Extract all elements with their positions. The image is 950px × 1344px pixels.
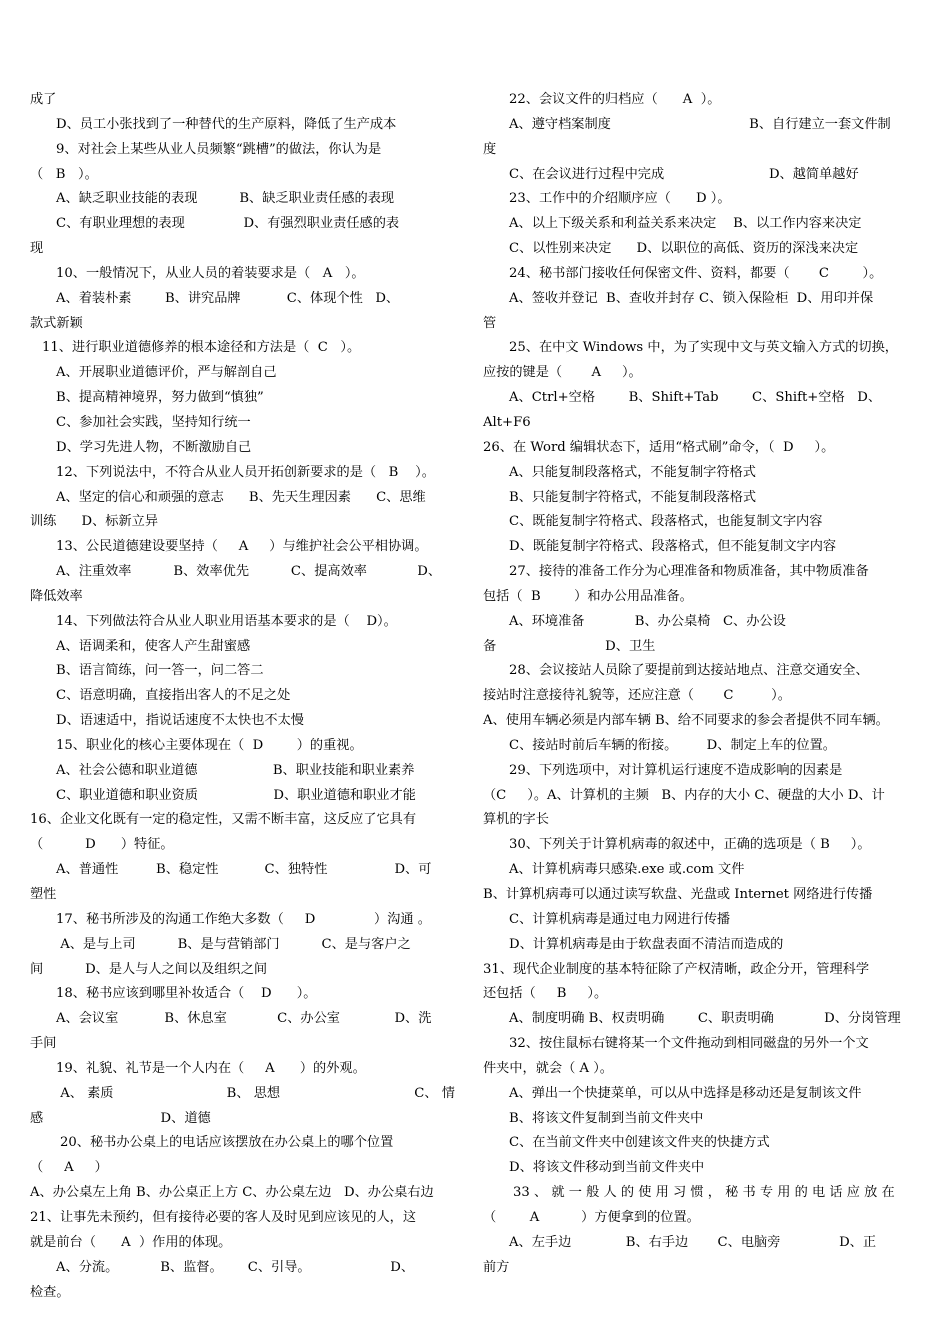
left-text-line: B、提高精神境界，努力做到“慎独” bbox=[56, 390, 264, 406]
left-text-line: 成了 bbox=[30, 92, 57, 107]
left-text-line: A、社会公德和职业道德 B、职业技能和职业素养 bbox=[56, 762, 415, 778]
left-text-line: A、缺乏职业技能的表现 B、缺乏职业责任感的表现 bbox=[56, 191, 395, 207]
right-text-line: 28、会议接站人员除了要提前到达接站地点、注意交通安全、 bbox=[509, 663, 869, 679]
left-text-line: A、 素质 B、 思想 C、 情 bbox=[56, 1085, 455, 1101]
right-text-line: B、计算机病毒可以通过读写软盘、光盘或 Internet 网络进行传播 bbox=[483, 887, 873, 902]
right-text-line: 32、按住鼠标右键将某一个文件拖动到相同磁盘的另外一个文 bbox=[509, 1036, 869, 1052]
left-text-line: C、参加社会实践，坚持知行统一 bbox=[56, 414, 251, 430]
left-text-line: A、是与上司 B、是与营销部门 C、是与客户之 bbox=[56, 936, 411, 952]
right-text-line: A、以上下级关系和利益关系来决定 B、以工作内容来决定 bbox=[509, 216, 862, 232]
left-text-line: 就是前台（ A ）作用的体现。 bbox=[30, 1234, 232, 1250]
right-text-line: 23、工作中的介绍顺序应（ D ）。 bbox=[509, 191, 731, 207]
left-text-line: 17、秘书所涉及的沟通工作绝大多数（ D ）沟通 。 bbox=[56, 911, 431, 927]
left-text-line: 降低效率 bbox=[30, 588, 83, 604]
right-text-line: 30、下列关于计算机病毒的叙述中，正确的选项是（ B ）。 bbox=[509, 837, 871, 853]
right-text-line: 包括（ B ）和办公用品准备。 bbox=[483, 588, 693, 604]
right-text-line: 算机的字长 bbox=[483, 812, 549, 828]
left-text-line: 16、企业文化既有一定的稳定性，又需不断丰富，这反应了它具有 bbox=[30, 812, 417, 828]
left-text-line: 19、礼貌、礼节是一个人内在（ A ）的外观。 bbox=[56, 1060, 366, 1076]
right-text-line: D、将该文件移动到当前文件夹中 bbox=[509, 1160, 705, 1176]
right-text-line: 24、秘书部门接收任何保密文件、资料，都要（ C ）。 bbox=[509, 265, 883, 281]
left-text-line: D、语速适中，指说话速度不太快也不太慢 bbox=[56, 713, 304, 729]
right-column bbox=[483, 88, 908, 1281]
left-text-line: A、分流。 B、监督。 C、引导。 D、 bbox=[56, 1259, 415, 1275]
right-text-line: A、左手边 B、右手边 C、电脑旁 D、正 bbox=[509, 1234, 877, 1250]
right-text-line: A、计算机病毒只感染.exe 或.com 文件 bbox=[509, 862, 745, 878]
right-text-line: B、将该文件复制到当前文件夹中 bbox=[509, 1110, 704, 1126]
right-text-line: D、既能复制字符格式、段落格式，但不能复制文字内容 bbox=[509, 539, 837, 555]
left-text-line: 20、秘书办公桌上的电话应该摆放在办公桌上的哪个位置 bbox=[60, 1135, 394, 1151]
right-text-line: 33 、 就 一 般 人 的 使 用 习 惯 ， 秘 书 专 用 的 电 话 应 放 在 bbox=[513, 1185, 895, 1201]
left-text-line: （ A ） bbox=[30, 1160, 108, 1176]
right-text-line: 25、在中文 Windows 中，为了实现中文与英文输入方式的切换， bbox=[509, 340, 898, 356]
right-text-line: 前方 bbox=[483, 1259, 510, 1275]
right-text-line: A、Ctrl+空格 B、Shift+Tab C、Shift+空格 D、 bbox=[509, 390, 882, 406]
left-text-line: B、语言简练，问一答一，问二答二 bbox=[56, 663, 264, 679]
left-text-line: A、语调柔和，使客人产生甜蜜感 bbox=[56, 638, 251, 654]
left-text-line: 18、秘书应该到哪里补妆适合（ D ）。 bbox=[56, 986, 317, 1002]
right-text-line: 件夹中，就会（ A ）。 bbox=[483, 1060, 613, 1076]
right-text-line: 22、会议文件的归档应（ A ）。 bbox=[509, 92, 721, 107]
right-text-line: C、既能复制字符格式、段落格式，也能复制文字内容 bbox=[509, 514, 823, 530]
right-text-line: 应按的键是（ A ）。 bbox=[483, 365, 642, 381]
right-text-line: 27、接待的准备工作分为心理准备和物质准备，其中物质准备 bbox=[509, 564, 869, 580]
right-text-line: 还包括（ B ）。 bbox=[483, 986, 608, 1002]
left-text-line: 现 bbox=[30, 241, 44, 257]
left-text-line: 间 D、是人与人之间以及组织之间 bbox=[30, 961, 268, 977]
left-text-line: 15、职业化的核心主要体现在（ D ）的重视。 bbox=[56, 737, 363, 753]
right-text-line: 管 bbox=[483, 315, 497, 331]
right-text-line: C、接站时前后车辆的衔接。 D、制定上车的位置。 bbox=[509, 737, 836, 753]
left-text-line: 感 D、道德 bbox=[30, 1110, 211, 1126]
left-text-line: C、职业道德和职业资质 D、职业道德和职业才能 bbox=[56, 787, 416, 803]
right-text-line: 29、下列选项中，对计算机运行速度不造成影响的因素是 bbox=[509, 762, 843, 778]
right-text-line: A、使用车辆必须是内部车辆 B、给不同要求的参会者提供不同车辆。 bbox=[483, 713, 889, 729]
left-text-line: 9、对社会上某些从业人员频繁“跳槽”的做法，你认为是 bbox=[56, 141, 382, 157]
left-text-line: C、有职业理想的表现 D、有强烈职业责任感的表 bbox=[56, 216, 400, 232]
right-text-line: A、环境准备 B、办公桌椅 C、办公设 bbox=[509, 613, 786, 629]
left-text-line: A、会议室 B、休息室 C、办公室 D、洗 bbox=[56, 1011, 432, 1027]
left-text-line: 训练 D、标新立异 bbox=[30, 514, 159, 530]
left-column bbox=[30, 88, 455, 1305]
left-text-line: D、学习先进人物，不断激励自己 bbox=[56, 439, 252, 455]
right-text-line: 接站时注意接待礼貌等，还应注意（ C ）。 bbox=[483, 688, 791, 704]
right-text-line: C、在当前文件夹中创建该文件夹的快捷方式 bbox=[509, 1135, 770, 1151]
right-text-line: C、在会议进行过程中完成 D、越简单越好 bbox=[509, 166, 859, 182]
left-text-line: 12、下列说法中，不符合从业人员开拓创新要求的是（ B ）。 bbox=[56, 464, 435, 480]
right-text-line: （ A ）方便拿到的位置。 bbox=[483, 1209, 700, 1225]
right-text-line: A、只能复制段落格式，不能复制字符格式 bbox=[509, 464, 756, 480]
left-text-line: A、办公桌左上角 B、办公桌正上方 C、办公桌左边 D、办公桌右边 bbox=[30, 1185, 434, 1201]
left-text-line: 检查。 bbox=[30, 1284, 70, 1300]
right-text-line: C、计算机病毒是通过电力网进行传播 bbox=[509, 911, 731, 927]
left-text-line: D、员工小张找到了一种替代的生产原料，降低了生产成本 bbox=[56, 116, 397, 132]
left-text-line: A、着装朴素 B、讲究品牌 C、体现个性 D、 bbox=[56, 290, 400, 306]
right-text-line: （C ）。A、计算机的主频 B、内存的大小 C、硬盘的大小 D、计 bbox=[483, 787, 885, 803]
left-text-line: A、普通性 B、稳定性 C、独特性 D、可 bbox=[56, 862, 432, 878]
left-text-line: 21、让事先未预约，但有接待必要的客人及时见到应该见的人，这 bbox=[30, 1209, 417, 1225]
left-text-line: 14、下列做法符合从业人职业用语基本要求的是（ D）。 bbox=[56, 613, 397, 629]
left-text-line: 款式新颖 bbox=[30, 315, 83, 331]
right-text-line: D、计算机病毒是由于软盘表面不清洁而造成的 bbox=[509, 936, 784, 952]
right-text-line: A、签收并登记 B、查收并封存 C、锁入保险柜 D、用印并保 bbox=[509, 290, 874, 306]
left-text-line: 13、公民道德建设要坚持（ A ）与维护社会公平相协调。 bbox=[56, 539, 428, 555]
left-text-line: 手间 bbox=[30, 1036, 57, 1052]
right-text-line: A、遵守档案制度 B、自行建立一套文件制 bbox=[509, 116, 891, 132]
left-text-line: C、语意明确，直接指出客人的不足之处 bbox=[56, 688, 291, 704]
right-text-line: 度 bbox=[483, 141, 497, 157]
right-text-line: Alt+F6 bbox=[483, 414, 531, 430]
right-text-line: A、弹出一个快捷菜单，可以从中选择是移动还是复制该文件 bbox=[509, 1085, 862, 1101]
left-text-line: A、注重效率 B、效率优先 C、提高效率 D、 bbox=[56, 564, 442, 580]
right-text-line: 备 D、卫生 bbox=[483, 638, 656, 654]
left-text-line: A、开展职业道德评价，严与解剖自己 bbox=[56, 365, 277, 381]
left-text-line: 11、进行职业道德修养的根本途径和方法是（ C ）。 bbox=[42, 340, 361, 356]
right-text-line: B、只能复制字符格式，不能复制段落格式 bbox=[509, 489, 757, 505]
left-text-line: （ D ）特征。 bbox=[30, 837, 174, 853]
right-text-line: 26、在 Word 编辑状态下，适用“格式刷”命令，（ D ）。 bbox=[483, 439, 835, 455]
right-text-line: A、制度明确 B、权责明确 C、职责明确 D、分岗管理 bbox=[509, 1011, 901, 1027]
left-text-line: 10、一般情况下，从业人员的着装要求是（ A ）。 bbox=[56, 265, 365, 281]
right-text-line: C、以性别来决定 D、以职位的高低、资历的深浅来决定 bbox=[509, 241, 859, 257]
right-text-line: 31、现代企业制度的基本特征除了产权清晰，政企分开，管理科学 bbox=[483, 961, 870, 977]
left-text-line: 塑性 bbox=[30, 887, 57, 902]
left-text-line: A、坚定的信心和顽强的意志 B、先天生理因素 C、思维 bbox=[56, 489, 426, 505]
left-text-line: （ B ）。 bbox=[30, 166, 98, 182]
